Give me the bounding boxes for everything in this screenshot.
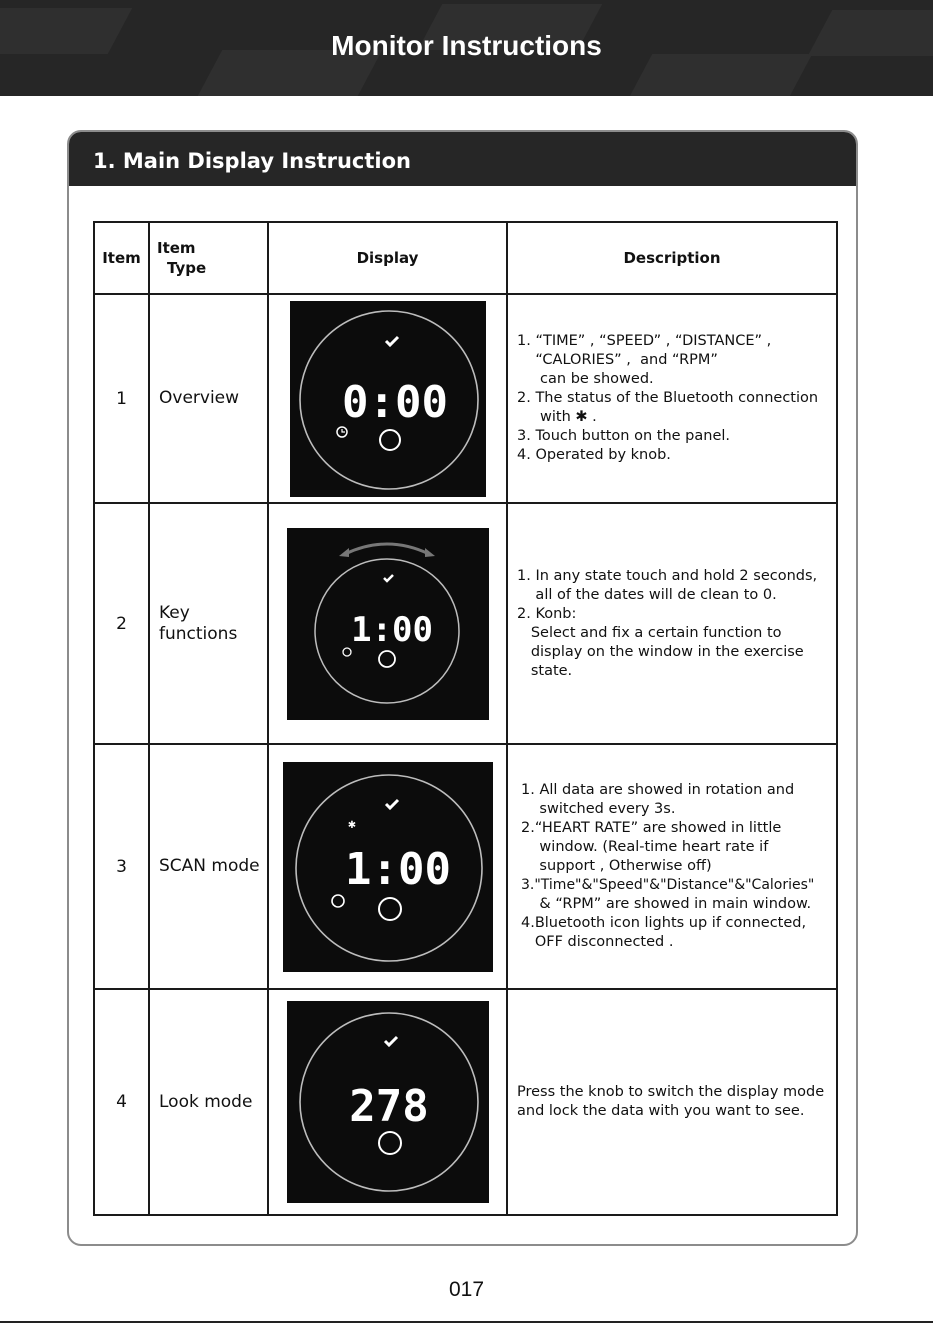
section-title: 1. Main Display Instruction	[69, 132, 856, 186]
row-number: 2	[94, 503, 149, 744]
desc-line: and lock the data with you want to see.	[517, 1103, 805, 1119]
desc-line: can be showed.	[517, 371, 654, 387]
desc-line: 4. Operated by knob.	[517, 447, 671, 463]
monitor-screen-image	[283, 762, 493, 972]
bluetooth-icon: ✱	[575, 409, 588, 425]
header-description: Description	[507, 222, 837, 294]
display-cell	[268, 503, 507, 744]
row-description	[507, 294, 837, 503]
display-cell	[268, 294, 507, 503]
row-description	[507, 744, 837, 989]
page-title: Monitor Instructions	[331, 30, 602, 61]
page-number: 017	[448, 1278, 485, 1301]
desc-line: Press the knob to switch the display mode	[517, 1084, 825, 1100]
row-description	[507, 503, 837, 744]
display-cell	[268, 989, 507, 1215]
desc-line: & “RPM” are showed in main window.	[521, 896, 812, 912]
table-row	[94, 294, 837, 503]
bluetooth-icon: ✱	[347, 819, 356, 831]
desc-line: support , Otherwise off)	[521, 858, 712, 874]
header-item: Item	[94, 222, 149, 294]
row-description	[507, 989, 837, 1215]
monitor-screen-image	[290, 301, 486, 497]
instruction-table	[93, 221, 838, 1216]
row-type	[149, 989, 268, 1215]
desc-line: OFF disconnected .	[521, 934, 674, 950]
desc-line: window. (Real-time heart rate if	[521, 839, 769, 855]
table-row	[94, 503, 837, 744]
monitor-screen-image	[287, 528, 489, 720]
row-type	[149, 744, 268, 989]
monitor-screen-image	[287, 1001, 489, 1203]
desc-line-text: with	[517, 409, 571, 425]
row-number: 4	[94, 989, 149, 1215]
time-readout: 0:00	[341, 376, 448, 428]
display-cell	[268, 744, 507, 989]
time-readout: 1:00	[344, 843, 451, 895]
header-item-type	[149, 222, 268, 294]
desc-line: 1. All data are showed in rotation and	[521, 782, 795, 798]
table-row	[94, 989, 837, 1215]
header-display: Display	[268, 222, 507, 294]
desc-line: 4.Bluetooth icon lights up if connected,	[521, 915, 807, 931]
bottom-rule	[0, 1321, 933, 1323]
row-number: 3	[94, 744, 149, 989]
table-header-row	[94, 222, 837, 294]
row-type-line: Overview	[159, 388, 240, 408]
desc-line: Select and fix a certain function to	[517, 624, 782, 641]
header-type-line2: Type	[167, 259, 207, 277]
row-type-line: Key	[159, 602, 190, 623]
header-type-line1: Item	[157, 239, 196, 257]
value-readout: 278	[348, 1081, 429, 1132]
desc-line: 2. Konb:	[517, 605, 577, 622]
desc-line-bluetooth: with ✱ .	[517, 409, 597, 425]
desc-line: 1. In any state touch and hold 2 seconds,	[517, 567, 818, 584]
time-readout: 1:00	[350, 609, 433, 650]
row-type	[149, 503, 268, 744]
desc-line: 1. “TIME” , “SPEED” , “DISTANCE” ,	[517, 333, 772, 349]
desc-line: “CALORIES” , and “RPM”	[517, 352, 718, 368]
row-type-line: functions	[159, 623, 238, 644]
desc-line: state.	[517, 662, 573, 679]
row-type-line: Look mode	[159, 1091, 253, 1112]
row-type-line: SCAN mode	[159, 856, 260, 876]
desc-line: switched every 3s.	[521, 801, 676, 817]
desc-line: display on the window in the exercise	[517, 643, 804, 660]
desc-line: 2.“HEART RATE” are showed in little	[521, 820, 782, 836]
header-banner	[0, 0, 933, 96]
row-type	[149, 294, 268, 503]
desc-line: 3."Time"&"Speed"&"Distance"&"Calories"	[521, 877, 815, 893]
row-number: 1	[94, 294, 149, 503]
desc-line: 2. The status of the Bluetooth connection	[517, 390, 819, 406]
desc-line: all of the dates will de clean to 0.	[517, 586, 777, 603]
table-row	[94, 744, 837, 989]
desc-line: 3. Touch button on the panel.	[517, 428, 731, 444]
